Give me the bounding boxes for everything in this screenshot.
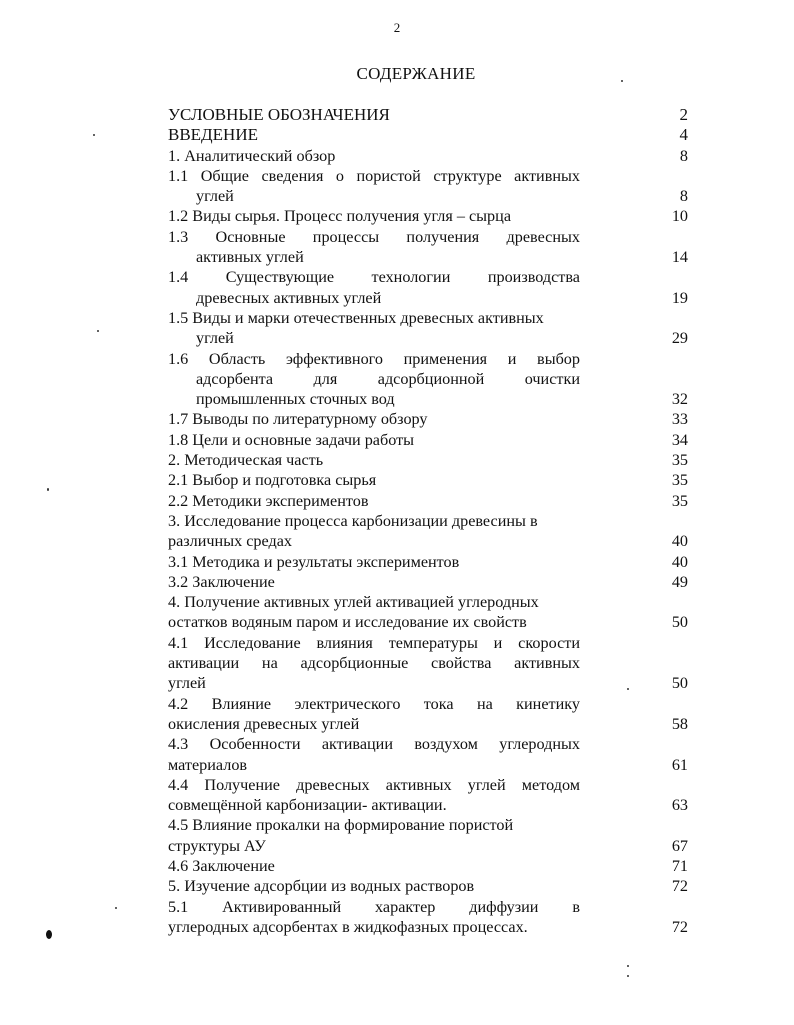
toc-row: [168, 125, 688, 145]
scan-speck: [627, 688, 629, 690]
toc-row: [168, 673, 688, 693]
toc-entry-text: 5.1 Активированный характер диффузии в: [168, 897, 580, 916]
toc-row: [168, 592, 688, 612]
scan-speck: [97, 330, 99, 332]
scan-speck: [47, 488, 49, 491]
toc-entry-page: 58: [671, 714, 688, 733]
toc-entry-page: 34: [671, 430, 688, 449]
toc-entry-page: 33: [671, 410, 688, 429]
toc-entry-page: 40: [671, 552, 688, 571]
toc-entry-text: материалов: [168, 755, 248, 774]
toc-row: [168, 328, 688, 348]
toc-entry-text: УСЛОВНЫЕ ОБОЗНАЧЕНИЯ: [168, 105, 390, 124]
toc-row: [168, 267, 688, 287]
toc-entry-text: углей: [196, 329, 234, 348]
toc-entry-page: 35: [671, 451, 688, 470]
toc-entry-text: остатков водяным паром и исследование их свойств: [168, 613, 527, 632]
toc-entry-text: 2.2 Методики экспериментов: [168, 491, 369, 510]
scan-speck: [115, 907, 117, 909]
toc-entry-text: 4.5 Влияние прокалки на формирование пористой: [168, 816, 514, 835]
toc-row: [168, 653, 688, 673]
toc-entry-page: 4: [679, 125, 688, 145]
scan-speck: [46, 930, 52, 939]
toc-row: [168, 714, 688, 734]
toc-entry-text: 2.1 Выбор и подготовка сырья: [168, 471, 377, 490]
toc-row: [168, 166, 688, 186]
toc-entry-text: 1. Аналитический обзор: [168, 146, 336, 165]
toc-entry-text: углей: [196, 187, 234, 206]
toc-entry-text: адсорбента для адсорбционной очистки: [196, 369, 580, 388]
toc-entry-page: 67: [671, 836, 688, 855]
toc-row: [168, 612, 688, 632]
toc-row: [168, 349, 688, 369]
toc-row: [168, 897, 688, 917]
toc-row: [168, 430, 688, 450]
toc-entry-page: 35: [671, 471, 688, 490]
toc-row: [168, 755, 688, 775]
page-number: 2: [393, 20, 401, 35]
toc-entry-text: 1.4 Существующие технологии производства: [168, 268, 580, 287]
toc-entry-page: 10: [671, 207, 688, 226]
toc-entry-text: 4. Получение активных углей активацией углеродных: [168, 593, 539, 612]
toc-entry-page: 40: [671, 532, 688, 551]
toc-entry-page: 72: [671, 917, 688, 936]
toc-row: [168, 795, 688, 815]
toc-row: [168, 491, 688, 511]
toc-entry-page: 63: [671, 796, 688, 815]
toc-entry-page: 61: [671, 755, 688, 774]
toc-row: [168, 694, 688, 714]
toc-row: [168, 288, 688, 308]
toc-entry-text: 1.8 Цели и основные задачи работы: [168, 430, 415, 449]
toc-row: [168, 876, 688, 896]
toc-entry-text: промышленных сточных вод: [196, 390, 395, 409]
toc-entry-text: активации на адсорбционные свойства активных: [168, 654, 580, 673]
toc-row: [168, 227, 688, 247]
toc-entry-text: окисления древесных углей: [168, 714, 360, 733]
toc-entry-text: 1.5 Виды и марки отечественных древесных активных: [168, 308, 544, 327]
toc-row: [168, 369, 688, 389]
toc-row: [168, 105, 688, 125]
toc-row: [168, 836, 688, 856]
scan-speck: [621, 80, 623, 82]
toc-entry-page: 49: [671, 572, 688, 591]
toc-entry-text: 1.3 Основные процессы получения древесных: [168, 227, 580, 246]
toc-entry-text: 3. Исследование процесса карбонизации древесины в: [168, 511, 538, 530]
toc-entry-text: совмещённой карбонизации- активации.: [168, 796, 447, 815]
toc-title: СОДЕРЖАНИЕ: [356, 64, 476, 83]
toc-row: [168, 146, 688, 166]
toc-entry-text: 1.2 Виды сырья. Процесс получения угля – сырца: [168, 207, 512, 226]
toc-row: [168, 511, 688, 531]
toc-entry-page: 71: [671, 856, 688, 875]
toc-entry-page: 50: [671, 674, 688, 693]
toc-entry-text: древесных активных углей: [196, 288, 382, 307]
toc-entry-text: 1.6 Область эффективного применения и выбор: [168, 349, 580, 368]
toc-entry-text: 3.1 Методика и результаты экспериментов: [168, 552, 460, 571]
toc-entry-page: 2: [679, 105, 688, 124]
toc-row: [168, 308, 688, 328]
toc-entry-page: 8: [679, 187, 688, 206]
table-of-contents: [168, 105, 688, 937]
toc-row: [168, 450, 688, 470]
scan-speck: [627, 965, 629, 967]
toc-entry-text: 4.2 Влияние электрического тока на кинетику: [168, 694, 580, 713]
toc-entry-page: 14: [671, 248, 688, 267]
toc-row: [168, 734, 688, 754]
toc-entry-page: 72: [671, 877, 688, 896]
toc-entry-text: ВВЕДЕНИЕ: [168, 125, 258, 145]
toc-entry-text: различных средах: [168, 532, 292, 551]
toc-entry-text: 4.4 Получение древесных активных углей методом: [168, 775, 580, 794]
toc-row: [168, 917, 688, 937]
toc-entry-page: 8: [679, 146, 688, 165]
toc-entry-text: структуры АУ: [168, 836, 266, 855]
toc-row: [168, 552, 688, 572]
toc-entry-text: 4.3 Особенности активации воздухом углеродных: [168, 735, 580, 754]
toc-entry-text: 2. Методическая часть: [168, 451, 324, 470]
scan-speck: [627, 975, 629, 977]
toc-entry-text: 1.7 Выводы по литературному обзору: [168, 410, 428, 429]
scan-speck: [93, 134, 95, 136]
toc-entry-text: углеродных адсорбентах в жидкофазных процессах.: [168, 917, 528, 936]
toc-entry-page: 32: [671, 390, 688, 409]
toc-row: [168, 389, 688, 409]
toc-row: [168, 409, 688, 429]
toc-row: [168, 775, 688, 795]
toc-row: [168, 633, 688, 653]
toc-entry-text: 4.1 Исследование влияния температуры и скорости: [168, 633, 580, 652]
toc-row: [168, 186, 688, 206]
toc-entry-page: 29: [671, 329, 688, 348]
toc-entry-text: 5. Изучение адсорбции из водных растворов: [168, 877, 475, 896]
toc-entry-page: 19: [671, 288, 688, 307]
toc-row: [168, 815, 688, 835]
toc-row: [168, 206, 688, 226]
toc-entry-text: активных углей: [196, 248, 304, 267]
toc-entry-text: углей: [168, 674, 206, 693]
toc-row: [168, 572, 688, 592]
toc-row: [168, 247, 688, 267]
toc-row: [168, 531, 688, 551]
toc-entry-text: 1.1 Общие сведения о пористой структуре активных: [168, 166, 580, 185]
toc-entry-text: 4.6 Заключение: [168, 856, 275, 875]
toc-entry-text: 3.2 Заключение: [168, 572, 275, 591]
toc-entry-page: 35: [671, 491, 688, 510]
toc-row: [168, 856, 688, 876]
toc-entry-page: 50: [671, 613, 688, 632]
toc-row: [168, 470, 688, 490]
